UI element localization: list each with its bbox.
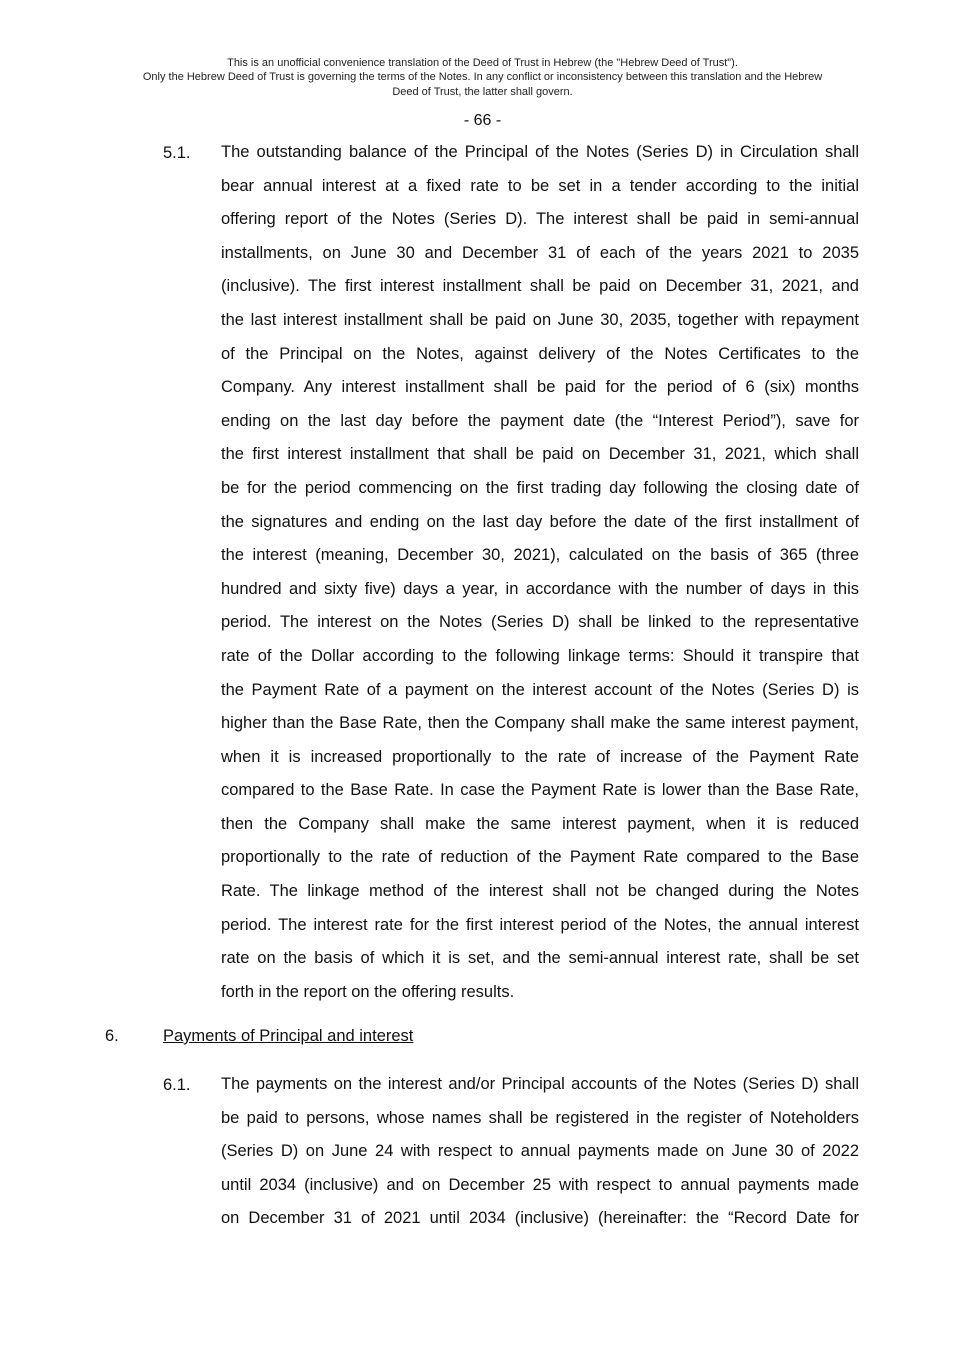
text-line: proportionally to the rate of reduction of the Payment Rate compared to the Base [221,848,859,867]
text-line: (inclusive). The first interest installment shall be paid on December 31, 2021, and [221,277,859,296]
text-line: bear annual interest at a fixed rate to be set in a tender according to the initial [221,176,859,195]
text-line: hundred and sixty five) days a year, in accordance with the number of days in this [221,579,859,598]
text-line: the first interest installment that shall be paid on December 31, 2021, which shall [221,445,859,464]
text-line: The outstanding balance of the Principal of the Notes (Series D) in Circulation shall [221,143,859,161]
text-line: period. The interest rate for the first interest period of the Notes, the annual interest [221,915,859,934]
text-line: period. The interest on the Notes (Series D) shall be linked to the representative [221,613,859,632]
page-number: - 66 - [463,112,502,129]
text-line: be paid to persons, whose names shall be registered in the register of Noteholders [221,1108,859,1127]
text-line: be for the period commencing on the first trading day following the closing date of [221,478,859,497]
text-line: the signatures and ending on the last day before the date of the first installment of [221,512,859,531]
section-5-1-text [221,136,859,1009]
text-line: until 2034 (inclusive) and on December 25 with respect to annual payments made [221,1175,859,1194]
text-line: offering report of the Notes (Series D). The interest shall be paid in semi-annual [221,210,859,229]
section-6-1-text [221,1068,859,1236]
text-line: on December 31 of 2021 until 2034 (inclusive) (hereinafter: the “Record Date for [221,1209,859,1228]
text-line: rate of the Dollar according to the following linkage terms: Should it transpire that [221,646,859,665]
section-6-number: 6. [105,1027,119,1045]
disclaimer-line-1: This is an unofficial convenience translation of the Deed of Trust in Hebrew (the "Hebrew Deed of Trust"). [227,57,738,69]
text-line: Rate. The linkage method of the interest shall not be changed during the Notes [221,882,859,901]
section-6-1-number: 6.1. [163,1076,191,1094]
text-line: the last interest installment shall be paid on June 30, 2035, together with repayment [221,310,859,329]
section-5-1-number: 5.1. [163,144,191,162]
disclaimer-line-3: Deed of Trust, the latter shall govern. [392,86,573,98]
text-line: (Series D) on June 24 with respect to annual payments made on June 30 of 2022 [221,1142,859,1161]
text-line: then the Company shall make the same interest payment, when it is reduced [221,814,859,833]
text-line: when it is increased proportionally to the rate of increase of the Payment Rate [221,747,859,766]
text-line: rate on the basis of which it is set, and the semi-annual interest rate, shall be set [221,949,859,968]
text-line: the Payment Rate of a payment on the interest account of the Notes (Series D) is [221,680,859,699]
text-line: ending on the last day before the payment date (the “Interest Period”), save for [221,411,859,430]
text-line: compared to the Base Rate. In case the Payment Rate is lower than the Base Rate, [221,781,859,800]
text-line: higher than the Base Rate, then the Company shall make the same interest payment, [221,714,859,733]
disclaimer-line-2: Only the Hebrew Deed of Trust is governing the terms of the Notes. In any conflict or inconsistency between this translation and the Hebrew [142,71,823,83]
text-line: forth in the report on the offering results. [221,982,515,1001]
text-line: installments, on June 30 and December 31 of each of the years 2021 to 2035 [221,243,859,262]
text-line: The payments on the interest and/or Principal accounts of the Notes (Series D) shall [221,1075,859,1093]
text-line: Company. Any interest installment shall be paid for the period of 6 (six) months [221,378,859,397]
text-line: the interest (meaning, December 30, 2021), calculated on the basis of 365 (three [221,546,859,565]
section-6-heading: Payments of Principal and interest [163,1027,414,1045]
text-line: of the Principal on the Notes, against delivery of the Notes Certificates to the [221,344,859,363]
